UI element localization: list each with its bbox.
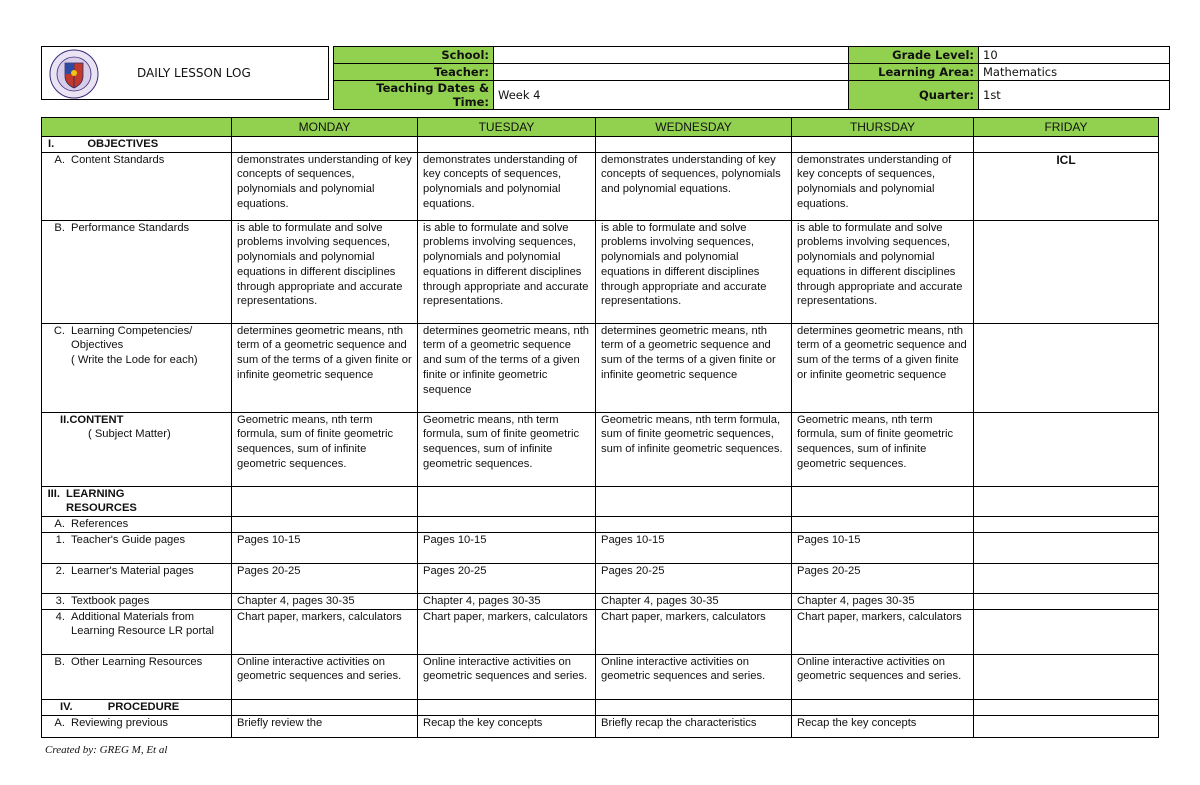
table-cell[interactable]: determines geometric means, nth term of a geometric sequence and sum of the terms of a given finite or infinite geometric sequence — [596, 323, 792, 412]
section-objectives — [42, 137, 232, 153]
table-row — [42, 532, 1159, 563]
table-cell[interactable]: Chart paper, markers, calculators — [792, 609, 974, 654]
table-cell[interactable] — [974, 715, 1159, 737]
table-row — [42, 609, 1159, 654]
table-cell[interactable] — [974, 220, 1159, 323]
section-number: I. — [48, 138, 55, 150]
table-cell[interactable]: Pages 10-15 — [232, 532, 418, 563]
table-cell[interactable]: Pages 10-15 — [792, 532, 974, 563]
row-label-references: A. References — [42, 517, 232, 533]
table-cell[interactable]: Chart paper, markers, calculators — [232, 609, 418, 654]
table-row — [42, 699, 1159, 715]
table-cell[interactable]: Online interactive activities on geometric sequences and series. — [418, 654, 596, 699]
section-content: II.CONTENT ( Subject Matter) — [42, 412, 232, 486]
table-cell[interactable]: demonstrates understanding of key concepts of sequences, polynomials and polynomial equations. — [418, 152, 596, 220]
school-label: School: — [334, 47, 494, 64]
deped-seal-icon — [49, 49, 99, 99]
quarter-field[interactable]: 1st — [979, 81, 1170, 110]
table-cell[interactable]: is able to formulate and solve problems involving sequences, polynomials and polynomial equations in different disciplines through appropriate and accurate representations. — [792, 220, 974, 323]
corner-cell — [42, 118, 232, 137]
row-label-content-standards: A. Content Standards — [42, 152, 232, 220]
table-cell[interactable]: Chapter 4, pages 30-35 — [418, 593, 596, 609]
table-cell[interactable]: determines geometric means, nth term of a geometric sequence and sum of the terms of a given finite or infinite geometric sequence — [792, 323, 974, 412]
day-header-friday: FRIDAY — [974, 118, 1159, 137]
grade-level-label: Grade Level: — [849, 47, 979, 64]
section-resources: III. LEARNING RESOURCES — [42, 486, 232, 516]
table-cell[interactable] — [974, 563, 1159, 593]
table-cell[interactable]: Geometric means, nth term formula, sum of finite geometric sequences, sum of infinite geometric sequences. — [232, 412, 418, 486]
table-row — [42, 412, 1159, 486]
school-field[interactable] — [494, 47, 849, 64]
table-row — [42, 220, 1159, 323]
table-cell[interactable] — [974, 593, 1159, 609]
table-cell[interactable]: Pages 20-25 — [418, 563, 596, 593]
row-label-other-resources: B. Other Learning Resources — [42, 654, 232, 699]
table-cell[interactable]: Chapter 4, pages 30-35 — [792, 593, 974, 609]
table-cell[interactable]: Chart paper, markers, calculators — [418, 609, 596, 654]
table-cell[interactable]: Online interactive activities on geometric sequences and series. — [596, 654, 792, 699]
row-label-reviewing: A. Reviewing previous — [42, 715, 232, 737]
section-number: IV. — [60, 700, 73, 713]
quarter-label: Quarter: — [849, 81, 979, 110]
created-by-note: Created by: GREG M, Et al — [45, 744, 168, 756]
table-cell[interactable]: is able to formulate and solve problems involving sequences, polynomials and polynomial equations in different disciplines through appropriate and accurate representations. — [596, 220, 792, 323]
table-cell[interactable]: Recap the key concepts — [792, 715, 974, 737]
table-cell[interactable]: Pages 20-25 — [232, 563, 418, 593]
teaching-dates-field[interactable]: Week 4 — [494, 81, 849, 110]
day-header-wednesday: WEDNESDAY — [596, 118, 792, 137]
table-row — [42, 563, 1159, 593]
table-cell[interactable] — [974, 323, 1159, 412]
header-logo-box — [41, 46, 329, 100]
day-header-monday: MONDAY — [232, 118, 418, 137]
header-info-table — [333, 46, 1170, 110]
table-cell[interactable]: Recap the key concepts — [418, 715, 596, 737]
row-label-performance-standards: B. Performance Standards — [42, 220, 232, 323]
teacher-label: Teacher: — [334, 64, 494, 81]
table-cell[interactable]: Chapter 4, pages 30-35 — [596, 593, 792, 609]
row-label-textbook: 3. Textbook pages — [42, 593, 232, 609]
table-cell[interactable]: Chapter 4, pages 30-35 — [232, 593, 418, 609]
table-cell[interactable]: Online interactive activities on geometric sequences and series. — [232, 654, 418, 699]
table-cell[interactable]: Geometric means, nth term formula, sum of finite geometric sequences, sum of infinite geometric sequences. — [418, 412, 596, 486]
teacher-field[interactable] — [494, 64, 849, 81]
row-label-learners-material: 2. Learner's Material pages — [42, 563, 232, 593]
teaching-dates-label: Teaching Dates & Time: — [334, 81, 494, 110]
row-label-competencies: C. Learning Competencies/ Objectives ( Write the Lode for each) — [42, 323, 232, 412]
day-header-tuesday: TUESDAY — [418, 118, 596, 137]
table-cell[interactable]: Briefly recap the characteristics — [596, 715, 792, 737]
table-cell[interactable]: is able to formulate and solve problems involving sequences, polynomials and polynomial equations in different disciplines through appropriate and accurate representations. — [232, 220, 418, 323]
section-procedure — [42, 699, 232, 715]
table-cell[interactable]: Pages 20-25 — [596, 563, 792, 593]
document-title: DAILY LESSON LOG — [137, 66, 251, 80]
table-cell[interactable]: Pages 10-15 — [596, 532, 792, 563]
learning-area-label: Learning Area: — [849, 64, 979, 81]
table-cell[interactable] — [974, 609, 1159, 654]
table-cell[interactable]: Chart paper, markers, calculators — [596, 609, 792, 654]
table-cell[interactable]: Geometric means, nth term formula, sum of finite geometric sequences, sum of infinite geometric sequences. — [792, 412, 974, 486]
table-cell[interactable]: demonstrates understanding of key concepts of sequences, polynomials and polynomial equations. — [596, 152, 792, 220]
table-row — [42, 517, 1159, 533]
table-row — [42, 137, 1159, 153]
table-row — [42, 715, 1159, 737]
table-cell[interactable] — [974, 412, 1159, 486]
table-cell[interactable] — [974, 654, 1159, 699]
table-cell[interactable]: Geometric means, nth term formula, sum of finite geometric sequences, sum of infinite geometric sequences. — [596, 412, 792, 486]
table-cell[interactable]: Briefly review the — [232, 715, 418, 737]
table-cell[interactable]: Pages 20-25 — [792, 563, 974, 593]
row-label-additional-materials: 4. Additional Materials from Learning Resource LR portal — [42, 609, 232, 654]
day-header-thursday: THURSDAY — [792, 118, 974, 137]
learning-area-field[interactable]: Mathematics — [979, 64, 1170, 81]
table-row — [42, 323, 1159, 412]
table-cell[interactable]: demonstrates understanding of key concepts of sequences, polynomials and polynomial equations. — [232, 152, 418, 220]
row-label-teachers-guide: 1. Teacher's Guide pages — [42, 532, 232, 563]
table-cell[interactable]: determines geometric means, nth term of a geometric sequence and sum of the terms of a given finite or infinite geometric sequence — [232, 323, 418, 412]
table-cell[interactable]: determines geometric means, nth term of a geometric sequence and sum of the terms of a given finite or infinite geometric sequence — [418, 323, 596, 412]
table-row — [42, 152, 1159, 220]
table-cell[interactable]: Pages 10-15 — [418, 532, 596, 563]
table-row — [42, 654, 1159, 699]
lesson-log-table — [41, 117, 1159, 738]
section-label: OBJECTIVES — [87, 138, 159, 150]
section-label: PROCEDURE — [107, 700, 180, 713]
table-row — [42, 593, 1159, 609]
table-cell[interactable] — [974, 532, 1159, 563]
table-cell[interactable]: ICL — [974, 152, 1159, 220]
table-cell[interactable]: demonstrates understanding of key concepts of sequences, polynomials and polynomial equations. — [792, 152, 974, 220]
grade-level-field[interactable]: 10 — [979, 47, 1170, 64]
table-row — [42, 486, 1159, 516]
table-cell[interactable]: Online interactive activities on geometric sequences and series. — [792, 654, 974, 699]
table-cell[interactable]: is able to formulate and solve problems involving sequences, polynomials and polynomial equations in different disciplines through appropriate and accurate representations. — [418, 220, 596, 323]
